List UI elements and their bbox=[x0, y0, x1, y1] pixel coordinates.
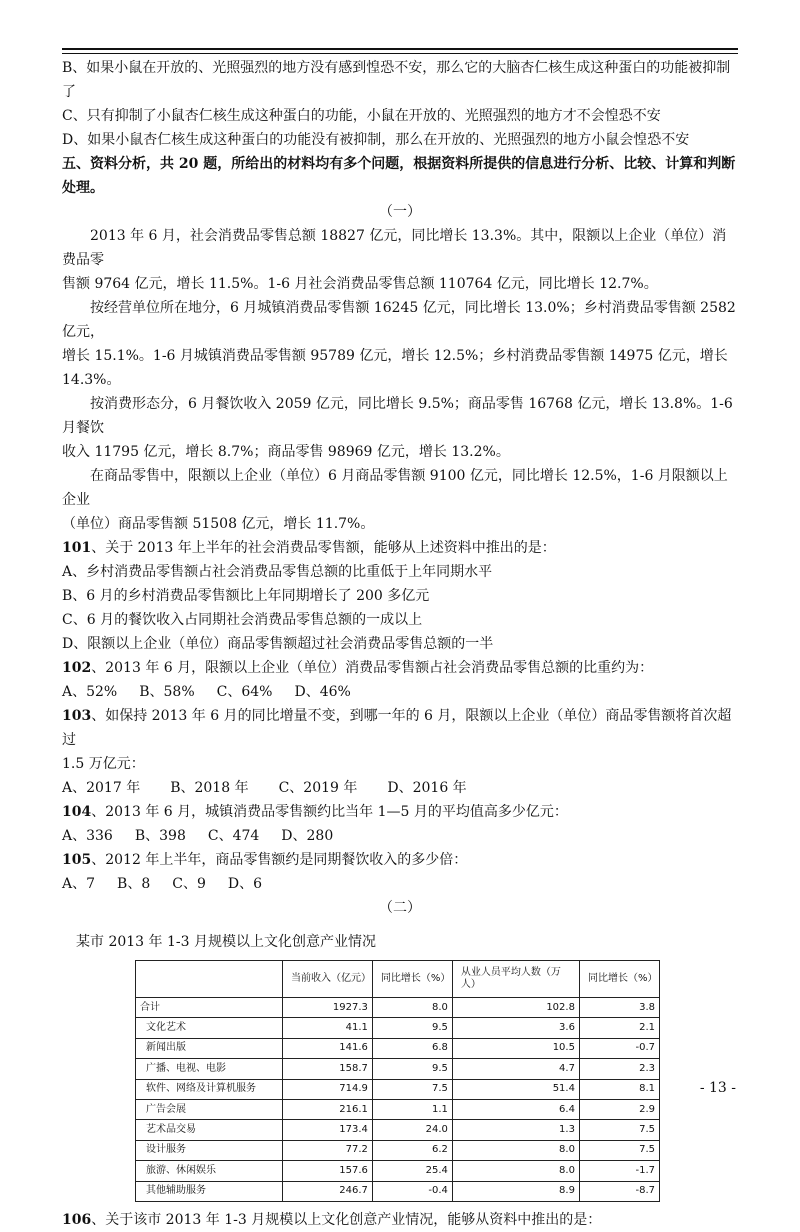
table-cell: 41.1 bbox=[283, 1018, 373, 1038]
q104-option-b: B、398 bbox=[134, 828, 186, 844]
page-number: - 13 - bbox=[699, 1080, 736, 1096]
table-cell: 246.7 bbox=[283, 1181, 373, 1201]
table-cell: 10.5 bbox=[452, 1038, 579, 1058]
table-cell: 文化艺术 bbox=[136, 1018, 283, 1038]
q100-option-b-line2: 了 bbox=[62, 84, 76, 100]
table-cell: 软件、网络及计算机服务 bbox=[136, 1079, 283, 1099]
q102-stem bbox=[62, 656, 738, 680]
table-row bbox=[136, 1018, 660, 1038]
q102-stem-text: 、2013 年 6 月，限额以上企业（单位）消费品零售额占社会消费品零售总额的比重约为： bbox=[91, 660, 654, 676]
q105-option-c: C、9 bbox=[172, 876, 206, 892]
section5-title-line1: 五、资料分析，共 20 题，所给出的材料均有多个问题，根据资料所提供的信息进行分析、比较、计算和判断 bbox=[62, 156, 736, 172]
table-cell: -1.7 bbox=[579, 1161, 659, 1181]
table-cell: 2.9 bbox=[579, 1099, 659, 1119]
q101-stem-text: 、关于 2013 年上半年的社会消费品零售额，能够从上述资料中推出的是： bbox=[91, 540, 556, 556]
q102-options bbox=[62, 680, 738, 704]
part1-para4-line1: 在商品零售中，限额以上企业（单位）6 月商品零售额 9100 亿元，同比增长 12.5%，1-6 月限额以上企业 bbox=[62, 468, 728, 508]
table-cell: 广播、电视、电影 bbox=[136, 1059, 283, 1079]
table-cell: 141.6 bbox=[283, 1038, 373, 1058]
q101-option-a: A、乡村消费品零售额占社会消费品零售总额的比重低于上年同期水平 bbox=[62, 564, 493, 580]
header-rule-thin bbox=[62, 53, 738, 54]
q101-option-b: B、6 月的乡村消费品零售额比上年同期增长了 200 多亿元 bbox=[62, 588, 430, 604]
q102-option-b: B、58% bbox=[139, 684, 195, 700]
q102-option-c: C、64% bbox=[216, 684, 273, 700]
q103-options bbox=[62, 776, 738, 800]
table-row bbox=[136, 1140, 660, 1160]
part1-para2-line1: 按经营单位所在地分，6 月城镇消费品零售额 16245 亿元，同比增长 13.0%；乡村消费品零售额 2582 亿元， bbox=[62, 300, 736, 340]
q105-number: 105 bbox=[62, 852, 92, 868]
q101-number: 101 bbox=[62, 540, 92, 556]
q102-number: 102 bbox=[62, 660, 92, 676]
table-cell: 7.5 bbox=[579, 1140, 659, 1160]
table-cell: 7.5 bbox=[372, 1079, 452, 1099]
table-row bbox=[136, 1120, 660, 1140]
table-header-cell: 从业人员平均人数（万人） bbox=[452, 961, 579, 998]
table-cell: 7.5 bbox=[579, 1120, 659, 1140]
part2-heading: （二） bbox=[379, 900, 421, 916]
q104-options bbox=[62, 824, 738, 848]
table-cell: 1927.3 bbox=[283, 998, 373, 1018]
q102-option-d: D、46% bbox=[294, 684, 351, 700]
q103-stem-line2: 1.5 万亿元： bbox=[62, 756, 145, 772]
table-cell: 旅游、休闲娱乐 bbox=[136, 1161, 283, 1181]
table-header-cell bbox=[136, 961, 283, 998]
table-header-cell: 同比增长（%） bbox=[579, 961, 659, 998]
table-cell: 1.3 bbox=[452, 1120, 579, 1140]
table-cell: 51.4 bbox=[452, 1079, 579, 1099]
q104-number: 104 bbox=[62, 804, 92, 820]
page-content bbox=[62, 56, 738, 1232]
section5-title-line2: 处理。 bbox=[62, 180, 104, 196]
table-cell: 158.7 bbox=[283, 1059, 373, 1079]
q102-option-a: A、52% bbox=[62, 684, 118, 700]
table-cell: 77.2 bbox=[283, 1140, 373, 1160]
table-cell: 6.8 bbox=[372, 1038, 452, 1058]
table-cell: 6.4 bbox=[452, 1099, 579, 1119]
q100-option-b-line1: B、如果小鼠在开放的、光照强烈的地方没有感到惶恐不安，那么它的大脑杏仁核生成这种蛋白的功能被抑制 bbox=[62, 60, 731, 76]
q103-option-d: D、2016 年 bbox=[387, 780, 467, 796]
q104-option-d: D、280 bbox=[281, 828, 334, 844]
q103-option-b: B、2018 年 bbox=[170, 780, 249, 796]
table-title: 某市 2013 年 1-3 月规模以上文化创意产业情况 bbox=[76, 934, 376, 950]
q101-option-d: D、限额以上企业（单位）商品零售额超过社会消费品零售总额的一半 bbox=[62, 636, 494, 652]
table-header-cell: 同比增长（%） bbox=[372, 961, 452, 998]
table-cell: 3.8 bbox=[579, 998, 659, 1018]
table-row bbox=[136, 998, 660, 1018]
table-cell: 6.2 bbox=[372, 1140, 452, 1160]
table-row bbox=[136, 1161, 660, 1181]
table-cell: -0.7 bbox=[579, 1038, 659, 1058]
table-cell: 2.1 bbox=[579, 1018, 659, 1038]
table-row bbox=[136, 1038, 660, 1058]
table-cell: 8.0 bbox=[452, 1161, 579, 1181]
table-cell: 2.3 bbox=[579, 1059, 659, 1079]
table-cell: 其他辅助服务 bbox=[136, 1181, 283, 1201]
table-cell: 25.4 bbox=[372, 1161, 452, 1181]
part1-para2-line2: 增长 15.1%。1-6 月城镇消费品零售额 95789 亿元，增长 12.5%；乡村消费品零售额 14975 亿元，增长 14.3%。 bbox=[62, 348, 728, 388]
table-cell: 9.5 bbox=[372, 1059, 452, 1079]
table-cell: 合计 bbox=[136, 998, 283, 1018]
q105-stem bbox=[62, 848, 738, 872]
q106-stem-text: 、关于该市 2013 年 1-3 月规模以上文化创意产业情况，能够从资料中推出的是： bbox=[91, 1211, 602, 1228]
q101-stem bbox=[62, 536, 738, 560]
table-row bbox=[136, 1079, 660, 1099]
table-cell: 8.0 bbox=[372, 998, 452, 1018]
table-cell: 设计服务 bbox=[136, 1140, 283, 1160]
table-cell: 8.1 bbox=[579, 1079, 659, 1099]
table-cell: 714.9 bbox=[283, 1079, 373, 1099]
header-rule-thick bbox=[62, 48, 738, 50]
q104-option-a: A、336 bbox=[62, 828, 113, 844]
table-header-row bbox=[136, 961, 660, 998]
q101-option-c: C、6 月的餐饮收入占同期社会消费品零售总额的一成以上 bbox=[62, 612, 423, 628]
table-cell: 157.6 bbox=[283, 1161, 373, 1181]
q105-stem-text: 、2012 年上半年，商品零售额约是同期餐饮收入的多少倍： bbox=[91, 852, 468, 868]
q104-stem bbox=[62, 800, 738, 824]
q103-option-a: A、2017 年 bbox=[62, 780, 141, 796]
table-cell: 3.6 bbox=[452, 1018, 579, 1038]
table-cell: 8.9 bbox=[452, 1181, 579, 1201]
table-cell: 4.7 bbox=[452, 1059, 579, 1079]
table-cell: 24.0 bbox=[372, 1120, 452, 1140]
q105-option-d: D、6 bbox=[227, 876, 262, 892]
q103-stem-text: 、如保持 2013 年 6 月的同比增量不变，到哪一年的 6 月，限额以上企业（单位）商品零售额将首次超过 bbox=[62, 708, 732, 748]
part1-para3-line1: 按消费形态分，6 月餐饮收入 2059 亿元，同比增长 9.5%；商品零售 16768 亿元，增长 13.8%。1-6 月餐饮 bbox=[62, 396, 733, 436]
q105-option-b: B、8 bbox=[117, 876, 151, 892]
table-cell: -0.4 bbox=[372, 1181, 452, 1201]
part1-heading: （一） bbox=[379, 204, 421, 220]
table-cell: 新闻出版 bbox=[136, 1038, 283, 1058]
q106-number: 106 bbox=[62, 1211, 92, 1228]
q103-stem-line1 bbox=[62, 704, 738, 752]
table-row bbox=[136, 1099, 660, 1119]
table-row bbox=[136, 1181, 660, 1201]
table-row bbox=[136, 1059, 660, 1079]
table-cell: 9.5 bbox=[372, 1018, 452, 1038]
part1-para1-line2: 售额 9764 亿元，增长 11.5%。1-6 月社会消费品零售总额 110764 亿元，同比增长 12.7%。 bbox=[62, 276, 658, 292]
table-cell: 102.8 bbox=[452, 998, 579, 1018]
q104-stem-text: 、2013 年 6 月，城镇消费品零售额约比当年 1—5 月的平均值高多少亿元： bbox=[91, 804, 568, 820]
part1-para4-line2: （单位）商品零售额 51508 亿元，增长 11.7%。 bbox=[62, 516, 375, 532]
part1-para1-line1: 2013 年 6 月，社会消费品零售总额 18827 亿元，同比增长 13.3%。其中，限额以上企业（单位）消费品零 bbox=[62, 228, 727, 268]
part1-para3-line2: 收入 11795 亿元，增长 8.7%；商品零售 98969 亿元，增长 13.2%。 bbox=[62, 444, 510, 460]
q103-option-c: C、2019 年 bbox=[278, 780, 358, 796]
table-cell: 173.4 bbox=[283, 1120, 373, 1140]
table-cell: 艺术品交易 bbox=[136, 1120, 283, 1140]
table-cell: 广告会展 bbox=[136, 1099, 283, 1119]
q100-option-d: D、如果小鼠杏仁核生成这种蛋白的功能没有被抑制，那么在开放的、光照强烈的地方小鼠会惶恐不安 bbox=[62, 132, 690, 148]
q104-option-c: C、474 bbox=[207, 828, 260, 844]
table-cell: 1.1 bbox=[372, 1099, 452, 1119]
q100-option-c: C、只有抑制了小鼠杏仁核生成这种蛋白的功能，小鼠在开放的、光照强烈的地方才不会惶恐不安 bbox=[62, 108, 661, 124]
table-header-cell: 当前收入（亿元） bbox=[283, 961, 373, 998]
q103-number: 103 bbox=[62, 708, 92, 724]
table-cell: -8.7 bbox=[579, 1181, 659, 1201]
q106-stem bbox=[62, 1208, 738, 1232]
table-cell: 216.1 bbox=[283, 1099, 373, 1119]
q105-options bbox=[62, 872, 738, 896]
q105-option-a: A、7 bbox=[62, 876, 96, 892]
table-cell: 8.0 bbox=[452, 1140, 579, 1160]
industry-table bbox=[135, 960, 660, 1202]
